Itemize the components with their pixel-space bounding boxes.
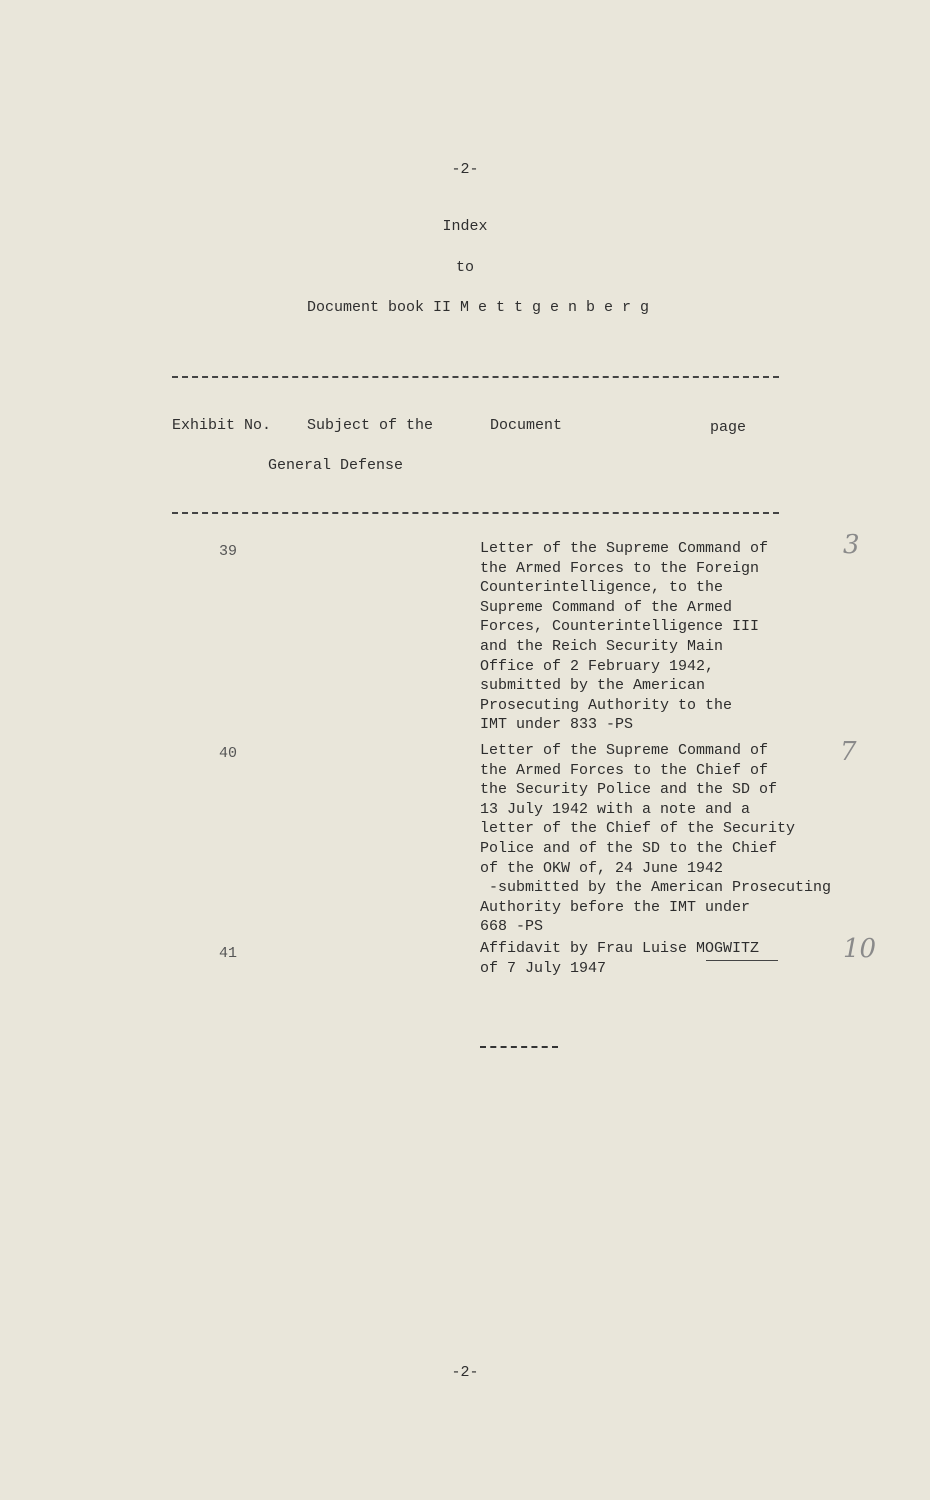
handwritten-page-ref: 10: [843, 934, 877, 964]
document-book-title: Document book II M e t t g e n b e r g: [307, 299, 650, 316]
header-exhibit: Exhibit No.: [172, 417, 272, 434]
exhibit-number: 39: [219, 543, 238, 560]
header-bottom-rule: [172, 512, 779, 514]
header-page: page: [710, 419, 747, 436]
header-section: General Defense: [268, 457, 404, 474]
page-number-top: -2-: [451, 161, 479, 178]
exhibit-description: Letter of the Supreme Command of the Armed Forces to the Foreign Counterintelligence, to the Supreme Command of the Armed Forces, Counterintelligence III and the Reich Security Main Office of 2 February 1942, submitted by the American Prosecuting Authority to the IMT under 833 -PS: [480, 540, 769, 734]
index-title: Index: [442, 218, 488, 235]
name-underline: [706, 960, 778, 961]
handwritten-page-ref: 7: [840, 737, 857, 767]
index-title-to: to: [455, 259, 474, 276]
handwritten-page-ref: 3: [843, 530, 860, 560]
exhibit-number: 41: [219, 945, 238, 962]
end-dash-mark: [480, 1046, 558, 1048]
header-top-rule: [172, 376, 779, 378]
exhibit-description: Affidavit by Frau Luise MOGWITZ of 7 July 1947: [480, 940, 760, 977]
exhibit-description: Letter of the Supreme Command of the Armed Forces to the Chief of the Security Police and the SD of 13 July 1942 with a note and a letter of the Chief of the Security Police and of the SD to the Chief of the OKW of, 24 June 1942 -submitted by the American Prosecuting Authority before the IMT under 668 -PS: [480, 742, 832, 936]
header-subject: Subject of the: [307, 417, 434, 434]
header-document: Document: [490, 417, 563, 434]
exhibit-number: 40: [219, 745, 238, 762]
page-number-bottom: -2-: [451, 1364, 479, 1381]
